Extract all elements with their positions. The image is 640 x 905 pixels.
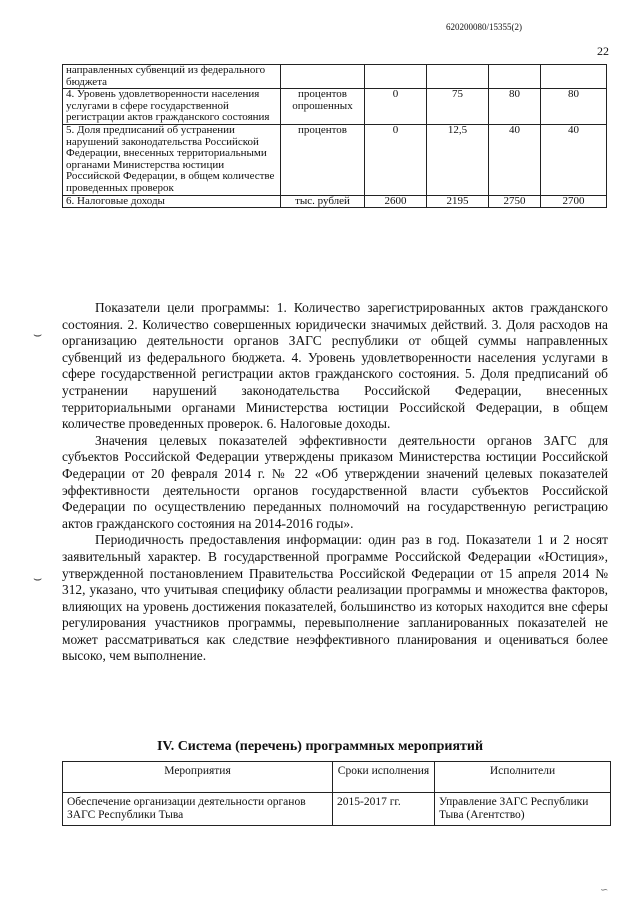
- body-text: [62, 300, 608, 665]
- indicator-name: 4. Уровень удовлетворенности населения услугами в сфере государственной регистрации актов гражданского состояния: [63, 89, 281, 125]
- paragraph: Показатели цели программы: 1. Количество зарегистрированных актов гражданского состояния. 2. Количество совершенных юридически значимых действий. 3. Доля расходов на организацию деятельности органов ЗАГС республики от общей суммы направленных субвенций из федерального бюджета. 4. Уровень удовлетворенности населения услугами в сфере государственной регистрации актов гражданского состояния. 5. Доля предписаний об устранении нарушений законодательства Российской Федерации, внесенных территориальными органами Министерства юстиции Российской Федерации, в общем количестве проведенных проверок. 6. Налоговые доходы.: [62, 300, 608, 432]
- indicator-value: [427, 65, 489, 89]
- indicator-unit: процентов опрошенных: [281, 89, 365, 125]
- indicator-value: 2195: [427, 195, 489, 208]
- section-heading: IV. Система (перечень) программных мероприятий: [156, 739, 484, 754]
- indicators-table: [62, 64, 607, 208]
- terms-cell: 2015-2017 гг.: [333, 793, 435, 826]
- indicator-name: 5. Доля предписаний об устранении нарушений законодательства Российской Федерации, внесенных территориальными органами Министерства юстиции Российской Федерации, в общем количестве проведенных проверок: [63, 124, 281, 195]
- table-row: [63, 793, 611, 826]
- measure-cell: Обеспечение организации деятельности органов ЗАГС Республики Тыва: [63, 793, 333, 826]
- indicator-value: 0: [365, 124, 427, 195]
- table-row: [63, 65, 607, 89]
- indicator-value: [489, 65, 541, 89]
- margin-mark-icon: ⌣: [33, 572, 43, 587]
- column-header-measures: Мероприятия: [63, 762, 333, 793]
- indicator-value: 0: [365, 89, 427, 125]
- page-number: 22: [597, 44, 609, 58]
- indicator-value: 2700: [541, 195, 607, 208]
- indicator-value: [541, 65, 607, 89]
- table-row: [63, 124, 607, 195]
- indicator-unit: процентов: [281, 124, 365, 195]
- column-header-terms: Сроки исполнения: [333, 762, 435, 793]
- table-header-row: [63, 762, 611, 793]
- document-code: 620200080/15355(2): [446, 22, 522, 32]
- table-row: [63, 89, 607, 125]
- table-row: [63, 195, 607, 208]
- paragraph: Значения целевых показателей эффективности деятельности органов ЗАГС для субъектов Российской Федерации утверждены приказом Министерства юстиции Российской Федерации от 20 февраля 2014 г. № 22 «Об утверждении значений целевых показателей эффективности деятельности органов государственной власти субъектов Российской Федерации по осуществлению переданных полномочий на государственную регистрацию актов гражданского состояния на 2014-2016 годы».: [62, 432, 608, 531]
- indicator-value: 80: [541, 89, 607, 125]
- column-header-executors: Исполнители: [435, 762, 611, 793]
- indicator-value: 40: [489, 124, 541, 195]
- indicator-unit: [281, 65, 365, 89]
- indicator-name: 6. Налоговые доходы: [63, 195, 281, 208]
- measures-table: [62, 761, 611, 826]
- corner-mark-icon: ∽: [600, 885, 609, 896]
- paragraph: Периодичность предоставления информации: один раз в год. Показатели 1 и 2 носят заявительный характер. В государственной программе Российской Федерации «Юстиция», утвержденной постановлением Правительства Российской Федерации от 15 апреля 2014 № 312, указано, что учитывая специфику области реализации программы и множества факторов, влияющих на уровень достижения показателей, большинство из которых находится вне сферы регулирования участников программы, перевыполнение запланированных показателей не может рассматриваться как следствие неэффективного планирования и оцениваться более высоко, чем выполнение.: [62, 532, 608, 664]
- margin-mark-icon: ⌣: [33, 328, 43, 343]
- indicator-value: 2600: [365, 195, 427, 208]
- indicator-value: 2750: [489, 195, 541, 208]
- indicator-value: 80: [489, 89, 541, 125]
- indicator-value: 75: [427, 89, 489, 125]
- indicator-value: 12,5: [427, 124, 489, 195]
- indicator-value: 40: [541, 124, 607, 195]
- executors-cell: Управление ЗАГС Республики Тыва (Агентство): [435, 793, 611, 826]
- indicator-value: [365, 65, 427, 89]
- indicator-name: направленных субвенций из федерального бюджета: [63, 65, 281, 89]
- indicator-unit: тыс. рублей: [281, 195, 365, 208]
